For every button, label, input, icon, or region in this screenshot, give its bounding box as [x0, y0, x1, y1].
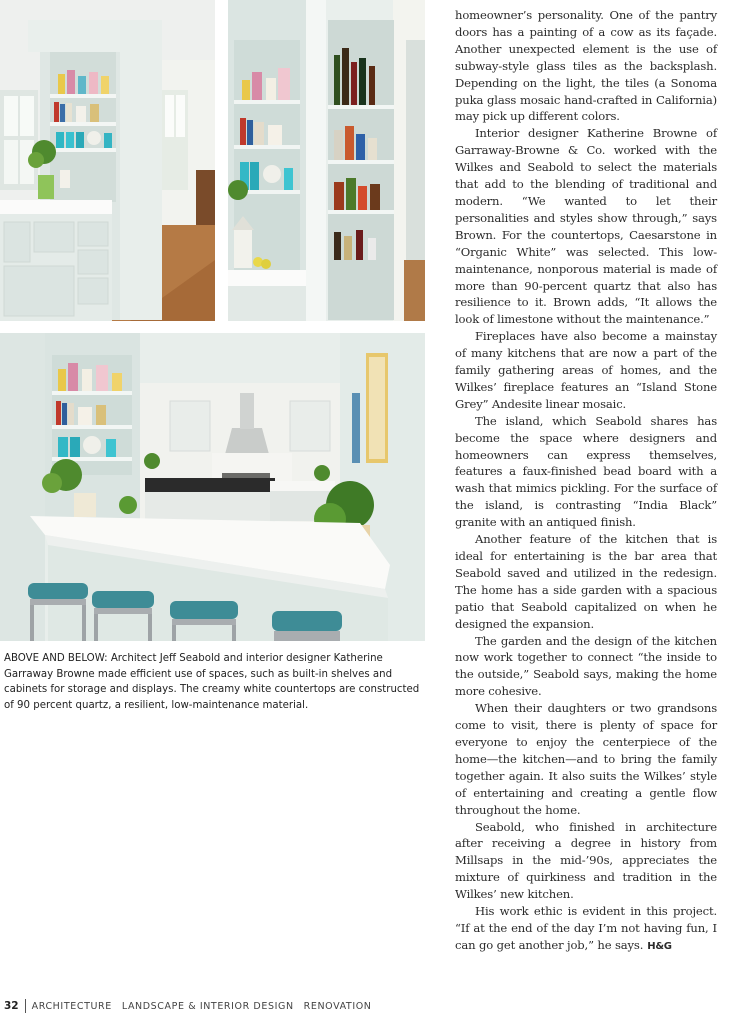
photo-kitchen-bar — [0, 333, 425, 641]
article-paragraph: Fireplaces have also become a mainstay of many kitchens that are now a part of the family gathering areas of homes, and the Wilkes’ fireplace features an “Island Stone Grey” Andesite linear mosaic. — [455, 329, 717, 411]
end-mark-logo: H&G — [647, 940, 672, 952]
article-paragraph: When their daughters or two grandsons come to visit, there is plenty of space for everyone to enjoy the centerpiece of the home—the kitchen—and to bring the family together again. It also suits the Wilkes’ style of entertaining and creating a gentle flow throughout the home. — [455, 701, 717, 817]
article-body — [455, 7, 717, 956]
article-paragraph: The garden and the design of the kitchen now work together to connect “the inside to the outside,” Seabold says, making the home more cohesive. — [455, 633, 717, 699]
page-footer — [4, 999, 382, 1013]
footer-section-landscape-interior: LANDSCAPE & INTERIOR DESIGN — [121, 1000, 294, 1012]
photo-caption: ABOVE AND BELOW: Architect Jeff Seabold and interior designer Katherine Garraway Browne made efficient use of spaces, such as built-in shelves and cabinets for storage and displays. The creamy white countertops are constructed of 90 percent quartz, a resilient, low-maintenance material. — [4, 653, 420, 711]
article-paragraph: Seabold, who finished in architecture after receiving a degree in history from Millsaps in the mid-’90s, appreciates the mixture of quirkiness and tradition in the Wilkes’ new kitchen. — [455, 819, 717, 902]
footer-divider — [25, 999, 26, 1013]
article-paragraph: Interior designer Katherine Browne of Garraway-Browne & Co. worked with the Wilkes and Seabold to select the materials that add to the blending of traditional and modern. “We wanted to let their personalities and styles show through,” says Brown. For the countertops, Caesarstone in “Organic White” was selected. This low-maintenance, nonporous material is made of more than 90-percent quartz that also has resilience to it. Brown adds, “It allows the look of limestone without the maintenance.” — [455, 126, 717, 327]
photo-pantry-shelves — [228, 0, 425, 321]
article-last-paragraph — [455, 903, 717, 956]
article-last-text: His work ethic is evident in this project. “If at the end of the day I’m not having fun, I can go get another job,” he says. — [455, 904, 717, 952]
footer-section-renovation: RENOVATION — [303, 1000, 372, 1012]
page-number: 32 — [4, 1000, 19, 1012]
footer-section-architecture: ARCHITECTURE — [31, 1000, 112, 1012]
photo-built-in-shelves — [0, 0, 215, 321]
article-paragraph: The island, which Seabold shares has become the space where designers and homeowners can express themselves, features a faux-finished bead board with a wash that mimics pickling. For the surface of the island, is contrasting “India Black” granite with an antiqued finish. — [455, 413, 717, 530]
article-paragraph: homeowner’s personality. One of the pantry doors has a painting of a cow as its façade. Another unexpected element is the use of subway-style glass tiles as the backsplash. Depending on the light, the tiles (a Sonoma puka glass mosaic hand-crafted in California) may pick up different colors. — [455, 8, 717, 124]
article-paragraph: Another feature of the kitchen that is ideal for entertaining is the bar area that Seabold saved and utilized in the redesign. The home has a side garden with a spacious patio that Seabold capitalized on when he designed the expansion. — [455, 532, 717, 631]
